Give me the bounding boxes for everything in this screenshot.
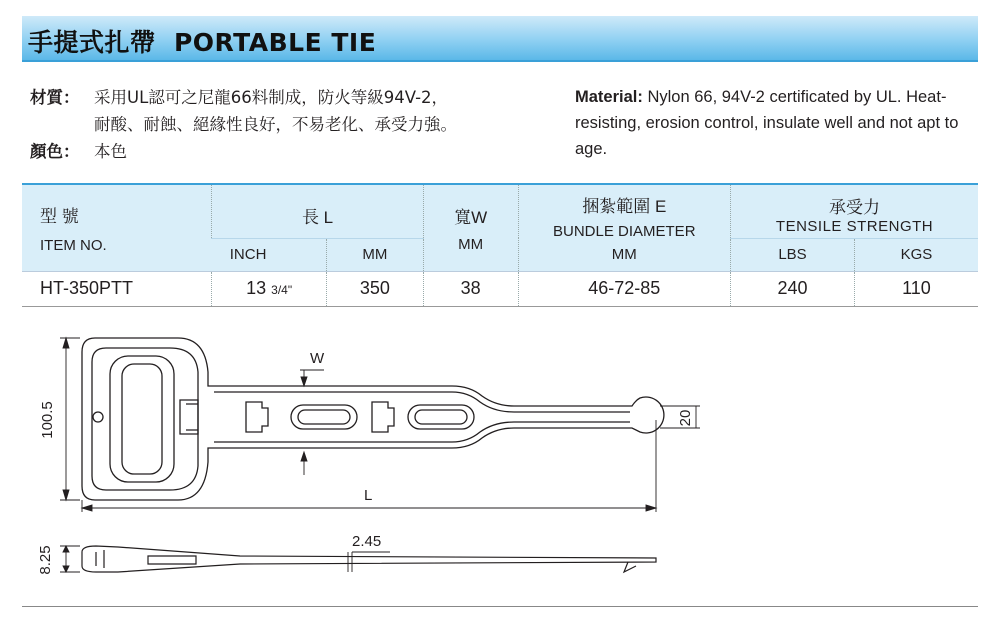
header-bundle-zh: 捆紮範圍 E <box>582 197 667 217</box>
dim-245-label: 2.45 <box>352 533 382 550</box>
dim-l-label: L <box>364 487 373 504</box>
strap-slot-1 <box>291 405 357 429</box>
cell-mm: 350 <box>326 271 423 306</box>
color-label-zh: 顏色： <box>30 142 80 161</box>
header-tensile-en: TENSILE STRENGTH <box>775 218 934 235</box>
header-item-zh: 型 號 <box>40 206 79 226</box>
cell-inch-frac: 3/4" <box>271 283 293 297</box>
cell-width: 38 <box>423 271 518 306</box>
bottom-divider <box>22 606 978 607</box>
strap-slot-2 <box>408 405 474 429</box>
dim-height-label: 100.5 <box>39 401 56 439</box>
title-en: PORTABLE TIE <box>173 28 377 57</box>
material-label-zh: 材質： <box>30 88 80 107</box>
dim-thickness-label: 8.25 <box>37 545 54 575</box>
header-bundle-en: BUNDLE DIAMETER <box>553 223 696 241</box>
cell-lbs: 240 <box>731 271 855 306</box>
material-line1-zh: 采用UL認可之尼龍66料制成，防火等級94V-2， <box>94 88 449 107</box>
header-item-en: ITEM NO. <box>40 236 107 254</box>
header-mm: MM <box>326 238 423 271</box>
buckle <box>180 400 198 434</box>
title-zh: 手提式扎帶 <box>28 28 156 57</box>
header-kgs: KGS <box>854 238 978 271</box>
cell-kgs: 110 <box>854 271 978 306</box>
cell-inch-whole: 13 <box>246 278 267 298</box>
header-length: 長 L <box>212 184 424 238</box>
dim-20-label: 20 <box>677 409 694 427</box>
handle-slot <box>110 356 174 482</box>
cell-bundle: 46-72-85 <box>518 271 731 306</box>
header-inch: INCH <box>212 238 327 271</box>
header-bundle-unit: MM <box>611 246 637 264</box>
header-tensile-zh: 承受力 <box>829 198 881 217</box>
material-line2-zh: 耐酸、耐蝕、絕緣性良好，不易老化、承受力強。 <box>94 115 457 134</box>
color-value-zh: 本色 <box>94 142 127 161</box>
header-width-label: 寬W <box>454 207 488 227</box>
material-text-en: Nylon 66, 94V-2 certificated by UL. Heat-resisting, erosion control, insulate well and not apt to age. <box>575 88 959 158</box>
dim-w-label: W <box>310 350 325 367</box>
header-width-unit: MM <box>458 235 484 253</box>
material-label-en: Material: <box>575 88 643 106</box>
header-lbs: LBS <box>731 238 855 271</box>
handle-inner <box>92 348 198 490</box>
cell-item: HT-350PTT <box>22 271 212 306</box>
